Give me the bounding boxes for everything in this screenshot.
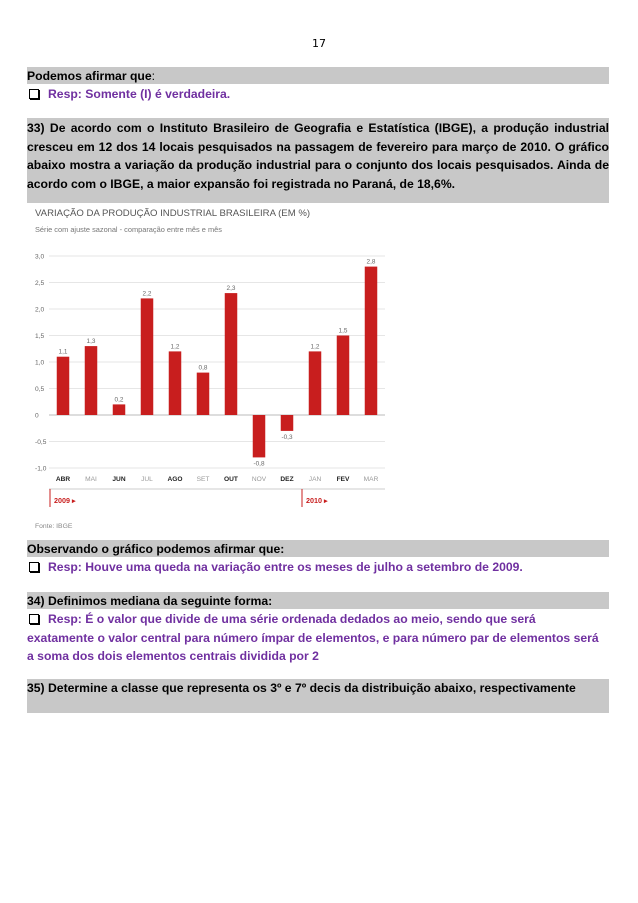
y-tick-label: -0,5	[35, 439, 47, 446]
production-chart	[27, 203, 392, 537]
value-label: 0,8	[198, 364, 208, 372]
bar-jun	[113, 404, 126, 415]
chart-subtitle: Série com ajuste sazonal - comparação entre mês e mês	[35, 225, 222, 234]
y-tick-label: -1,0	[35, 465, 47, 473]
bar-out	[225, 293, 238, 415]
bar-abr	[57, 357, 70, 415]
x-axis-labels	[49, 476, 385, 489]
bar-mar	[365, 267, 378, 415]
value-label: 1,5	[338, 327, 348, 335]
q35-text: 35) Determine a classe que representa os 3º e 7º decis da distribuição abaixo, respectivamente	[27, 679, 609, 713]
value-label: 0,2	[114, 396, 124, 404]
x-tick-label: JUN	[112, 476, 126, 483]
q33-answer: Resp: Houve uma queda na variação entre os meses de julho a setembro de 2009.	[48, 560, 523, 574]
q34-text: 34) Definimos mediana da seguinte forma:	[27, 592, 609, 609]
x-tick-label: MAR	[363, 476, 379, 483]
prev-heading: Podemos afirmar que	[27, 69, 152, 83]
value-label: 2,8	[366, 258, 376, 266]
value-labels	[59, 259, 376, 468]
x-tick-label: SET	[196, 476, 210, 483]
bar-nov	[253, 415, 266, 457]
y-tick-label: 2,0	[35, 306, 45, 314]
year-label: 2010 ▸	[306, 496, 328, 505]
prev-heading-bar	[27, 67, 609, 84]
checkbox-icon	[29, 89, 39, 99]
x-tick-label: MAI	[85, 476, 97, 483]
q33-prompt: Observando o gráfico podemos afirmar que:	[27, 540, 609, 557]
value-label: 1,3	[86, 338, 96, 346]
x-tick-label: JUL	[141, 476, 153, 483]
x-tick-label: FEV	[336, 476, 350, 483]
chart-title: VARIAÇÃO DA PRODUÇÃO INDUSTRIAL BRASILEIRA (EM %)	[35, 208, 311, 219]
y-tick-label: 3,0	[35, 253, 45, 261]
x-tick-label: AGO	[167, 476, 183, 483]
value-label: -0,3	[281, 433, 293, 441]
year-label: 2009 ▸	[54, 496, 76, 505]
bar-dez	[281, 415, 294, 431]
y-tick-label: 0,5	[35, 386, 45, 393]
bar-mai	[85, 346, 98, 415]
x-tick-label: NOV	[251, 476, 267, 483]
value-label: 2,3	[226, 285, 236, 293]
q34-answer: Resp: É o valor que divide de uma série ordenada dedados ao meio, sendo que será exatamente o valor central para número ímpar de elementos, e para número par de elementos será a soma dos dois elementos centrais dividida por 2	[27, 612, 599, 663]
y-tick-label: 2,5	[35, 280, 45, 287]
chart-svg	[27, 203, 392, 537]
x-tick-label: DEZ	[280, 476, 294, 483]
chart-grid	[49, 256, 385, 468]
bar-jan	[309, 351, 322, 415]
y-axis-ticks	[35, 254, 47, 473]
value-label: -0,8	[253, 460, 265, 468]
chart-source: Fonte: IBGE	[35, 523, 73, 530]
bar-ago	[169, 351, 182, 415]
x-tick-label: OUT	[224, 476, 238, 483]
value-label: 2,2	[142, 290, 152, 298]
x-tick-label: JAN	[308, 476, 322, 483]
page-number: 17	[312, 37, 326, 50]
x-tick-label: ABR	[55, 476, 71, 483]
prev-answer: Resp: Somente (I) é verdadeira.	[48, 87, 231, 101]
bar-fev	[337, 336, 350, 416]
prev-heading-colon: :	[151, 69, 156, 83]
y-tick-label: 1,5	[35, 333, 45, 340]
checkbox-icon	[29, 562, 39, 572]
q33-text: 33) De acordo com o Instituto Brasileiro de Geografia e Estatística (IBGE), a produção industrial cresceu em 12 dos 14 locais pesquisados na passagem de fevereiro para março de 2010. O gráfico abaixo mostra a variação da produção industrial para o conjunto dos locais pesquisados. Ainda de acordo com o IBGE, a maior expansão foi registrada no Paraná, de 18,6%.	[27, 118, 609, 203]
value-label: 1,2	[170, 343, 180, 351]
checkbox-icon	[29, 614, 39, 624]
bar-set	[197, 373, 210, 415]
value-label: 1,2	[310, 343, 320, 351]
y-tick-label: 0	[35, 412, 39, 420]
y-tick-label: 1,0	[35, 359, 45, 367]
value-label: 1,1	[58, 348, 68, 356]
year-markers	[50, 489, 328, 507]
q34-answer-line	[27, 610, 602, 666]
bar-jul	[141, 298, 154, 415]
prev-answer-line	[27, 85, 609, 104]
q33-answer-line	[27, 558, 609, 577]
